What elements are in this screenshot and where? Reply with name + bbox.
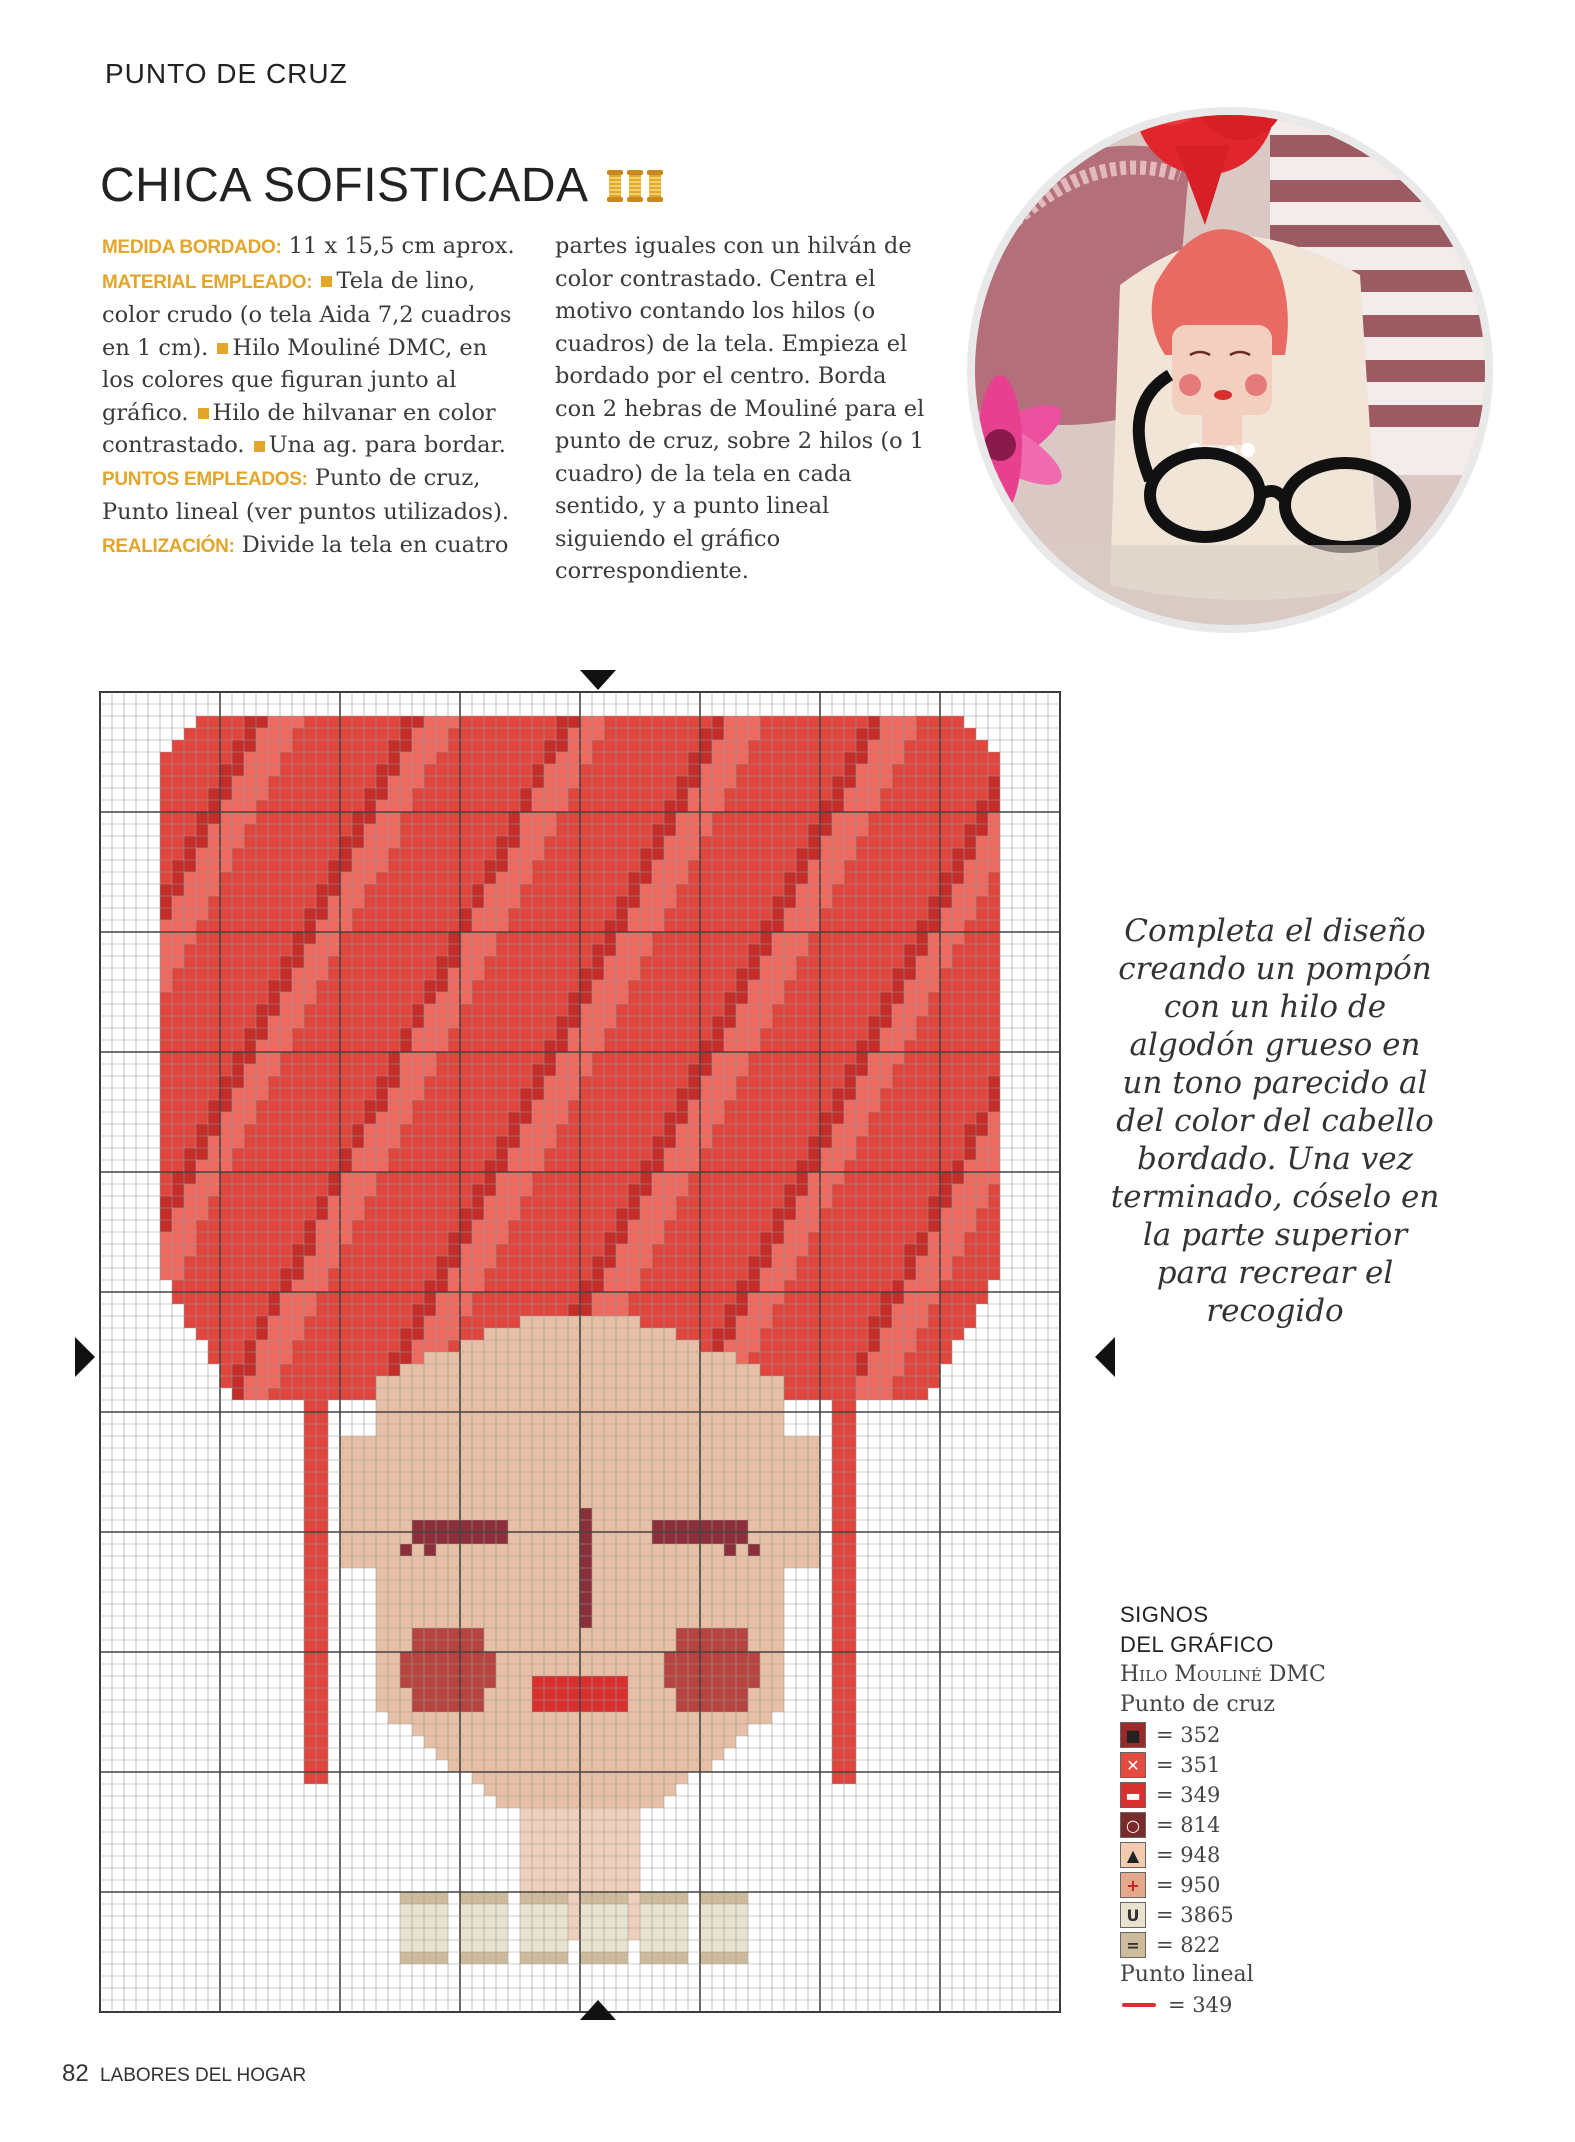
legend-swatch: ■ [1120,1722,1146,1748]
chart-grid [100,692,1060,2012]
page-number: 82 [62,2060,89,2087]
center-marker-top [580,670,616,690]
legend-item [1120,1870,1326,1900]
legend-swatch: = [1120,1932,1146,1958]
bullet-icon [198,408,209,419]
legend-value: = 351 [1156,1753,1221,1777]
medida-text: 11 x 15,5 cm aprox. [281,233,515,259]
center-marker-right [1095,1337,1115,1377]
legend-value: = 3865 [1156,1903,1234,1927]
legend-line-value: = 349 [1168,1993,1233,2017]
center-marker-left [75,1337,95,1377]
difficulty-rating [607,170,663,202]
legend-value: = 814 [1156,1813,1221,1837]
legend-line-row [1120,1990,1326,2020]
legend-item [1120,1780,1326,1810]
thread-spool-icon [607,170,623,202]
chart-legend [1120,1600,1326,2020]
instructions-column-1 [102,230,522,563]
thread-spool-icon [627,170,643,202]
callout-tip: Completa el diseño creando un pompón con un hilo de algodón grueso en un tono parecido al del color del cabello bordado. Una vez terminado, cóselo en la parte superior para recrear el recogido [1110,913,1440,1329]
legend-title-1: SIGNOS [1120,1602,1209,1627]
puntos-label: PUNTOS EMPLEADOS: [102,468,308,490]
realizacion-label: REALIZACIÓN: [102,535,235,557]
legend-value: = 948 [1156,1843,1221,1867]
line-swatch [1122,2003,1156,2007]
material-2: Hilo Mouliné DMC, en los colores que figuran junto al gráfico. [102,334,488,426]
legend-cross-label: Punto de cruz [1120,1692,1275,1717]
cross-stitch-chart [60,670,1120,2020]
product-photo [940,25,1500,645]
title-text: CHICA SOFISTICADA [100,159,589,212]
legend-item [1120,1840,1326,1870]
section-label: PUNTO DE CRUZ [105,58,348,89]
material-label: MATERIAL EMPLEADO: [102,271,313,293]
legend-swatch: ▬ [1120,1782,1146,1808]
legend-brand: Hilo Mouliné DMC [1120,1662,1326,1687]
realizacion-text: Divide la tela en cuatro [234,531,509,558]
legend-swatch: ▲ [1120,1842,1146,1868]
legend-value: = 352 [1156,1723,1221,1747]
magazine-name: LABORES DEL HOGAR [99,2065,307,2086]
material-4: Una ag. para bordar. [268,432,506,458]
instructions-column-2: partes iguales con un hilván de color contrastado. Centra el motivo contando los hilos (o cuadros) de la tela. Empieza el bordado por el centro. Borda con 2 hebras de Mouliné para el punto de cruz, sobre 2 hilos (o 1 cuadro) de la tela en cada sentido, y a punto lineal siguiendo el gráfico correspondiente. [555,233,925,584]
legend-item [1120,1810,1326,1840]
puntos-text: Punto de cruz, Punto lineal (ver puntos utilizados). [102,464,510,525]
legend-value: = 950 [1156,1873,1221,1897]
legend-swatch: U [1120,1902,1146,1928]
legend-item [1120,1900,1326,1930]
legend-item [1120,1750,1326,1780]
legend-swatch: + [1120,1872,1146,1898]
legend-value: = 349 [1156,1783,1221,1807]
legend-item [1120,1720,1326,1750]
medida-label: MEDIDA BORDADO: [102,237,282,258]
bullet-icon [254,441,265,452]
material-3: Hilo de hilvanar en color contrastado. [102,399,496,458]
bullet-icon [321,276,332,287]
thread-spool-icon [647,170,663,202]
material-1: Tela de lino, color crudo (o tela Aida 7,2 cuadros en 1 cm). [102,267,512,361]
legend-swatch: ○ [1120,1812,1146,1838]
page-title [100,158,663,213]
legend-line-label: Punto lineal [1120,1962,1254,1987]
legend-item [1120,1930,1326,1960]
legend-value: = 822 [1156,1933,1221,1957]
legend-swatch: ✕ [1120,1752,1146,1778]
bullet-icon [217,343,228,354]
page-footer [62,2060,306,2088]
legend-title-2: DEL GRÁFICO [1120,1632,1274,1657]
